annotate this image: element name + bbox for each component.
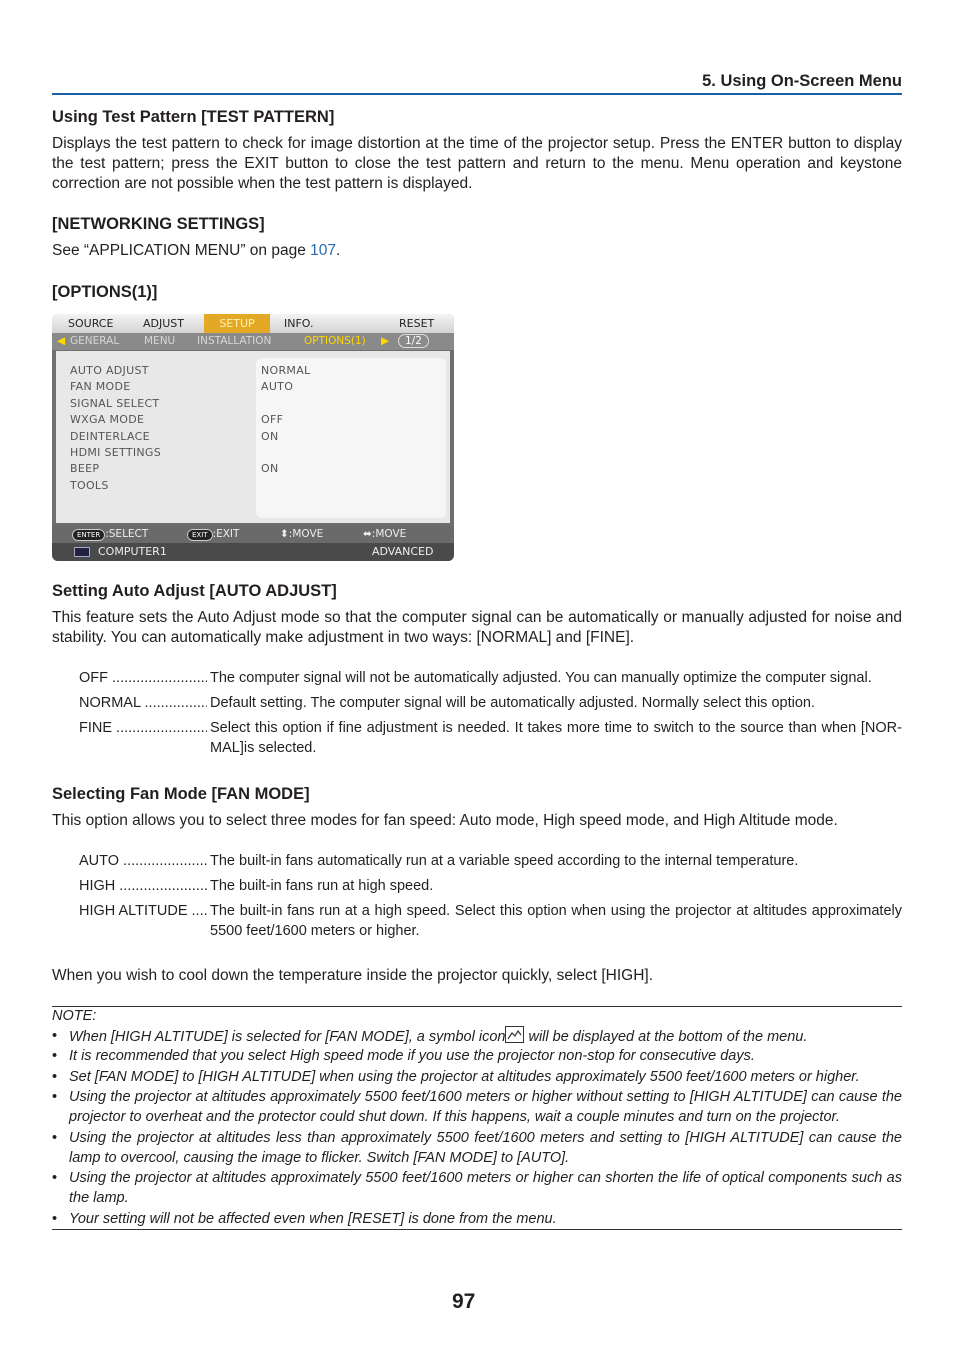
menu-value-wxga-mode[interactable]: OFF bbox=[261, 413, 284, 426]
crumb-menu[interactable]: MENU bbox=[144, 335, 176, 347]
note-item bbox=[52, 1168, 902, 1209]
bullet: • bbox=[52, 1028, 58, 1044]
networking-body-text: See “APPLICATION MENU” on page bbox=[52, 242, 311, 259]
high-altitude-icon bbox=[505, 1026, 524, 1043]
test-pattern-body: Displays the test pattern to check for image distortion at the time of the projector setup. Press the ENTER button to display the test pattern; press the EXIT button to close the test pattern and return to the menu. Menu operation and keystone correction are not possible when the test pattern is displayed. bbox=[52, 135, 902, 192]
help-move-horizontal: ⬌:MOVE bbox=[363, 528, 407, 540]
arrow-left-icon[interactable]: ◀ bbox=[57, 335, 66, 347]
help-exit bbox=[187, 528, 239, 540]
crumb-options1[interactable]: OPTIONS(1) bbox=[304, 335, 366, 347]
section-title-networking: [NETWORKING SETTINGS] bbox=[52, 215, 265, 233]
menu-breadcrumb bbox=[52, 333, 454, 350]
menu-help-bar bbox=[52, 525, 454, 543]
auto-adjust-body: This feature sets the Auto Adjust mode so that the computer signal can be automatically or manually adjusted for noise and stability. You can automatically make adjustment in two ways: [NORMAL] and [FINE]. bbox=[52, 609, 902, 646]
note-item bbox=[52, 1067, 902, 1087]
note-item bbox=[52, 1209, 902, 1229]
note-item bbox=[52, 1026, 902, 1047]
status-mode: ADVANCED bbox=[372, 545, 434, 558]
bullet: • bbox=[52, 1069, 58, 1085]
fan-mode-options bbox=[0, 851, 954, 941]
option-term-high: HIGH ..... bbox=[79, 876, 207, 896]
note-item-text: It is recommended that you select High speed mode if you use the projector non-stop for consecutive days. bbox=[69, 1048, 755, 1064]
page-number: 97 bbox=[452, 1290, 476, 1313]
options-menu-screenshot bbox=[52, 314, 454, 561]
help-exit-label: :EXIT bbox=[212, 528, 240, 540]
menu-item-deinterlace[interactable]: DEINTERLACE bbox=[70, 430, 150, 443]
note-item-text: Set [FAN MODE] to [HIGH ALTITUDE] when using the projector at altitudes approximately 5500 feet/1600 meters or higher. bbox=[69, 1069, 860, 1085]
enter-key-icon: ENTER bbox=[72, 529, 105, 541]
section-title-test-pattern: Using Test Pattern [TEST PATTERN] bbox=[52, 108, 335, 126]
note-label: NOTE: bbox=[52, 1008, 97, 1024]
option-term-fine: FINE ..... bbox=[79, 718, 207, 738]
bullet: • bbox=[52, 1170, 58, 1186]
option-desc-high-altitude: The built-in fans run at a high speed. Select this option when using the projector at altitudes approximately 5500 feet/1600 meters or higher. bbox=[210, 903, 902, 939]
arrow-right-icon[interactable]: ▶ bbox=[381, 335, 390, 347]
note-item-text: Using the projector at altitudes less than approximately 5500 feet/1600 meters and setting to [HIGH ALTITUDE] can cause the lamp to overcool, causing the image to flicker. Switch [FAN MODE] to [AUTO]. bbox=[69, 1130, 902, 1167]
option-term-normal: NORMAL ..... bbox=[79, 693, 207, 713]
option-term-high-altitude: HIGH ALTITUDE ..... bbox=[79, 901, 207, 921]
menu-tab-bar bbox=[52, 314, 454, 333]
note-list bbox=[0, 1026, 954, 1231]
exit-key-icon: EXIT bbox=[187, 529, 213, 541]
networking-body-end: . bbox=[336, 242, 341, 259]
menu-value-deinterlace[interactable]: ON bbox=[261, 430, 279, 443]
bullet: • bbox=[52, 1130, 58, 1146]
fan-mode-body: This option allows you to select three modes for fan speed: Auto mode, High speed mode, and High Altitude mode. bbox=[52, 812, 838, 829]
menu-value-auto-adjust[interactable]: NORMAL bbox=[261, 364, 311, 377]
option-term-off: OFF ..... bbox=[79, 668, 207, 688]
note-item-first-post: will be displayed at the bottom of the menu. bbox=[524, 1029, 808, 1045]
menu-value-beep[interactable]: ON bbox=[261, 462, 279, 475]
menu-item-fan-mode[interactable]: FAN MODE bbox=[70, 380, 131, 393]
auto-adjust-options bbox=[0, 668, 954, 758]
tab-adjust[interactable]: ADJUST bbox=[143, 317, 184, 330]
help-select bbox=[72, 528, 148, 540]
note-item-text bbox=[69, 1026, 902, 1047]
note-top-rule bbox=[52, 1006, 902, 1007]
option-desc-off: The computer signal will not be automatically adjusted. You can manually optimize the computer signal. bbox=[210, 670, 872, 686]
option-desc-high: The built-in fans run at high speed. bbox=[210, 878, 434, 894]
note-item bbox=[52, 1046, 902, 1066]
tab-source[interactable]: SOURCE bbox=[68, 317, 114, 330]
bullet: • bbox=[52, 1048, 58, 1064]
menu-item-wxga-mode[interactable]: WXGA MODE bbox=[70, 413, 145, 426]
menu-item-signal-select[interactable]: SIGNAL SELECT bbox=[70, 397, 160, 410]
tab-info[interactable]: INFO. bbox=[284, 317, 314, 330]
note-item bbox=[52, 1087, 902, 1128]
monitor-icon bbox=[74, 547, 90, 557]
cool-down-tip: When you wish to cool down the temperature inside the projector quickly, select [HIGH]. bbox=[52, 967, 654, 984]
crumb-installation[interactable]: INSTALLATION bbox=[197, 335, 272, 347]
menu-item-beep[interactable]: BEEP bbox=[70, 462, 100, 475]
menu-value-fan-mode[interactable]: AUTO bbox=[261, 380, 294, 393]
page-link-107[interactable]: 107 bbox=[310, 242, 337, 259]
menu-item-auto-adjust[interactable]: AUTO ADJUST bbox=[70, 364, 149, 377]
note-bottom-rule bbox=[52, 1229, 902, 1230]
networking-body bbox=[52, 241, 902, 261]
option-term-auto: AUTO ..... bbox=[79, 851, 207, 871]
page-indicator: 1/2 bbox=[398, 334, 429, 348]
option-desc-normal: Default setting. The computer signal will be automatically adjusted. Normally select this option. bbox=[210, 695, 815, 711]
note-item-first-pre: When [HIGH ALTITUDE] is selected for [FAN MODE], a symbol icon bbox=[69, 1029, 506, 1045]
note-item-text: Using the projector at altitudes approximately 5500 feet/1600 meters or higher without setting to [HIGH ALTITUDE] can cause the projector to overheat and the protector could shut down. If this happens, wait a couple minutes and turn on the projector. bbox=[69, 1089, 902, 1126]
section-title-fan-mode: Selecting Fan Mode [FAN MODE] bbox=[52, 785, 310, 803]
note-item-text: Using the projector at altitudes approximately 5500 feet/1600 meters or higher can shorten the life of optical components such as the lamp. bbox=[69, 1170, 902, 1207]
option-desc-auto: The built-in fans automatically run at a variable speed according to the internal temperature. bbox=[210, 853, 799, 869]
status-source: COMPUTER1 bbox=[98, 545, 167, 558]
bullet: • bbox=[52, 1089, 58, 1105]
menu-item-hdmi-settings[interactable]: HDMI SETTINGS bbox=[70, 446, 162, 459]
note-item bbox=[52, 1128, 902, 1169]
menu-status-bar bbox=[52, 543, 454, 561]
menu-panel bbox=[56, 351, 450, 523]
tab-setup[interactable]: SETUP bbox=[204, 314, 270, 333]
help-move-vertical: ⬍:MOVE bbox=[280, 528, 324, 540]
bullet: • bbox=[52, 1211, 58, 1227]
help-select-label: :SELECT bbox=[105, 528, 149, 540]
note-item-text: Your setting will not be affected even when [RESET] is done from the menu. bbox=[69, 1211, 557, 1227]
menu-item-tools[interactable]: TOOLS bbox=[70, 479, 109, 492]
tab-reset[interactable]: RESET bbox=[399, 317, 435, 330]
chapter-header: 5. Using On-Screen Menu bbox=[702, 72, 902, 90]
option-desc-fine: Select this option if fine adjustment is needed. It takes more time to switch to the source than when [NOR-MAL]is selected. bbox=[210, 720, 902, 756]
section-title-auto-adjust: Setting Auto Adjust [AUTO ADJUST] bbox=[52, 582, 337, 600]
crumb-general[interactable]: GENERAL bbox=[70, 335, 120, 347]
header-rule bbox=[52, 93, 902, 95]
section-title-options: [OPTIONS(1)] bbox=[52, 283, 158, 301]
